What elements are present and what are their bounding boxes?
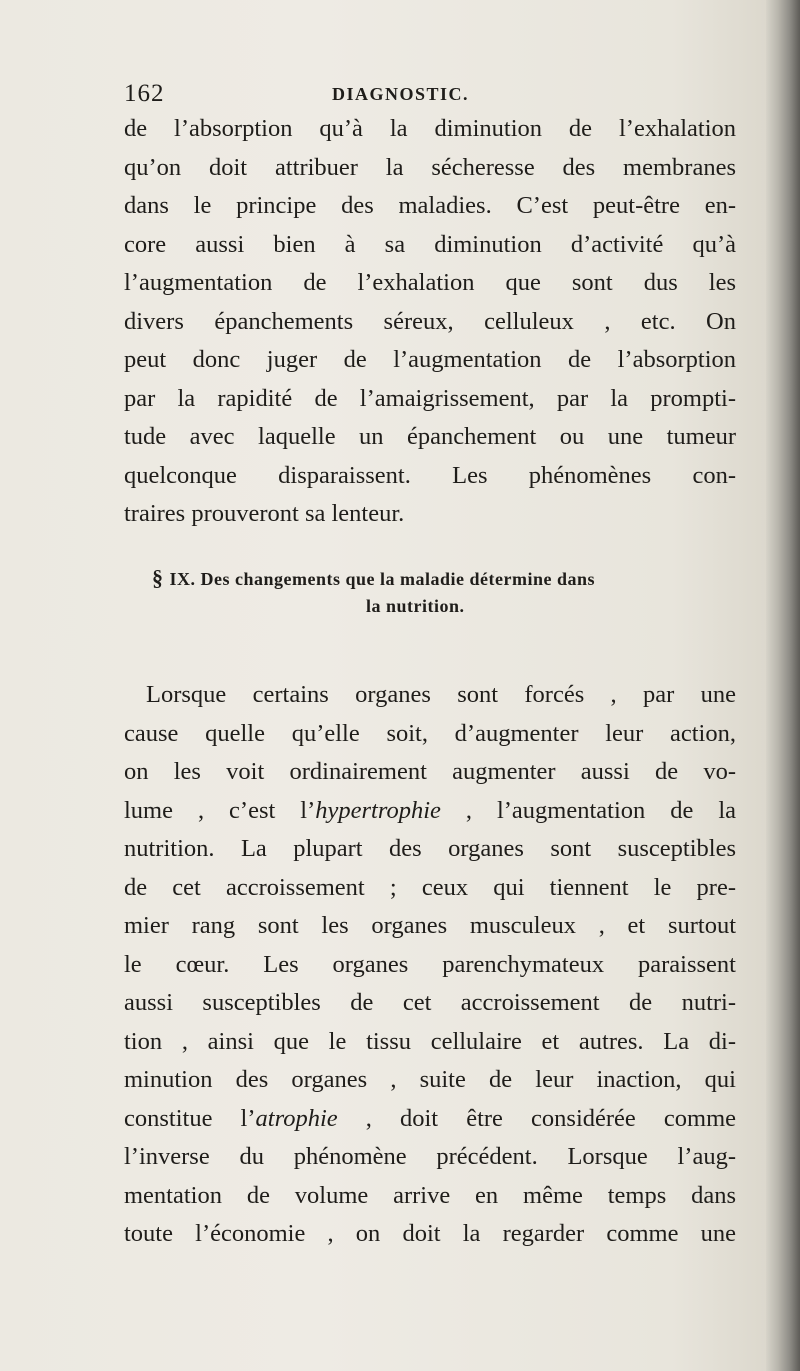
text-segment: , doit être considérée comme [337,1104,737,1132]
text-line: qu’on doit attribuer la sécheresse des membranes [124,153,736,181]
section-title-line-2: la nutrition. [366,596,465,616]
text-line: dans le principe des maladies. C’est peut-être en- [124,192,736,219]
running-head: DIAGNOSTIC. [332,84,470,104]
text-line: minution des organes , suite de leur inaction, qui [124,1066,736,1093]
italic-term-atrophie: atrophie [255,1104,338,1132]
text-segment: lume , c’est l’ [124,796,316,824]
text-line: tion , ainsi que le tissu cellulaire et autres. La di- [124,1027,736,1055]
text-line: quelconque disparaissent. Les phénomènes con- [124,461,736,489]
text-line: de cet accroissement ; ceux qui tiennent le pre- [124,873,736,901]
text-line: traires prouveront sa lenteur. [124,500,405,527]
page-edge [766,0,800,1371]
text-line: aussi susceptibles de cet accroissement de nutri- [124,989,736,1016]
text-line: core aussi bien à sa diminution d’activité qu’à [124,230,736,258]
text-line: toute l’économie , on doit la regarder comme une [124,1220,736,1247]
text-line-with-italic [124,1100,736,1139]
italic-term-hypertrophie: hypertrophie [315,796,441,824]
text-line: cause quelle qu’elle soit, d’augmenter leur action, [124,719,736,747]
text-line: l’inverse du phénomène précédent. Lorsque l’aug- [124,1143,736,1170]
section-symbol: § [152,565,164,590]
text-line: par la rapidité de l’amaigrissement, par la prompti- [124,384,736,412]
section-title-line-1: Des changements que la maladie détermine dans [200,569,596,589]
text-line: mier rang sont les organes musculeux , et surtout [124,912,736,939]
text-line: divers épanchements séreux, celluleux , etc. On [124,307,736,335]
page-number: 162 [124,80,165,107]
text-line: l’augmentation de l’exhalation que sont dus les [124,269,736,296]
text-line: nutrition. La plupart des organes sont susceptibles [124,835,736,862]
text-segment: constitue l’ [124,1104,256,1132]
paragraph-nutrition [124,676,736,1254]
section-heading [124,564,736,620]
text-line: tude avec laquelle un épanchement ou une tumeur [124,423,736,450]
paragraph-absorption [124,110,736,534]
text-line: mentation de volume arrive en même temps dans [124,1181,736,1209]
text-line: on les voit ordinairement augmenter aussi de vo- [124,758,736,785]
text-line-with-italic [124,792,736,831]
text-line: de l’absorption qu’à la diminution de l’exhalation [124,115,736,142]
section-heading-line-1 [124,564,736,592]
text-line: peut donc juger de l’augmentation de l’absorption [124,346,736,373]
text-line: Lorsque certains organes sont forcés , par une [146,681,736,708]
text-line: le cœur. Les organes parenchymateux paraissent [124,950,736,978]
section-number: IX. [169,569,196,589]
text-segment: , l’augmentation de la [440,796,737,824]
